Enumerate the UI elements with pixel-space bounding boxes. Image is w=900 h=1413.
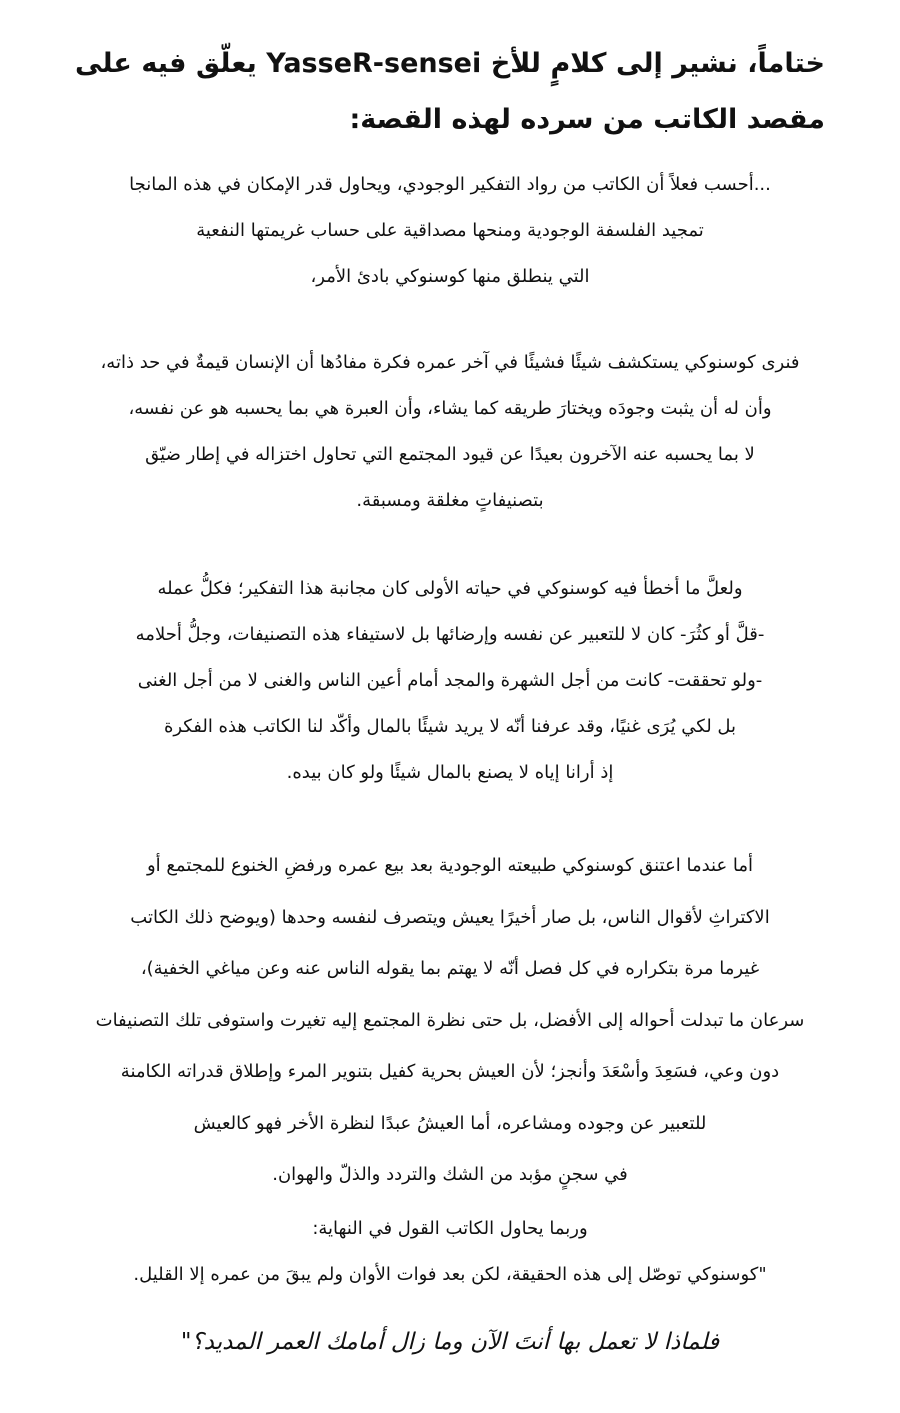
heading-text-before: ختاماً، نشير إلى كلامٍ للأخ <box>481 48 825 79</box>
final-quote-line: فلماذا لا تعمل بها أنتَ الآن وما زال أمامك العمر المديد؟" <box>180 1329 720 1355</box>
closing-quote-line: "كوسنوكي توصّل إلى هذه الحقيقة، لكن بعد فوات الأوان ولم يبقَ من عمره إلا القليل. <box>133 1264 767 1285</box>
paragraph-line: -ولو تحققت- كانت من أجل الشهرة والمجد أمام أعين الناس والغنى لا من أجل الغنى <box>137 670 763 691</box>
paragraph-3 <box>40 566 860 796</box>
paragraph-line: ولعلَّ ما أخطأ فيه كوسنوكي في حياته الأولى كان مجانبة هذا التفكير؛ فكلُّ عمله <box>157 578 743 599</box>
paragraph-line: في سجنٍ مؤبد من الشك والتردد والذلّ والهوان. <box>272 1164 628 1185</box>
heading-text-after: يعلّق فيه على مقصد الكاتب من سرده لهذه القصة: <box>75 48 825 135</box>
section-heading <box>75 36 825 148</box>
paragraph-line: -قلَّ أو كثُرَ- كان لا للتعبير عن نفسه وإرضائها بل لاستيفاء هذه التصنيفات، وجلُّ أحلامه <box>135 624 765 645</box>
paragraph-line: التي ينطلق منها كوسنوكي بادئ الأمر، <box>310 266 590 287</box>
paragraph-line: إذ أرانا إياه لا يصنع بالمال شيئًا ولو كان بيده. <box>286 762 614 783</box>
paragraph-line: للتعبير عن وجوده ومشاعره، أما العيشُ عبدًا لنظرة الأخر فهو كالعيش <box>193 1112 707 1134</box>
paragraph-line: دون وعي، فسَعِدَ وأسْعَدَ وأنجز؛ لأن العيش بحرية كفيل بتنوير المرء وإطلاق قدراته الكامنة <box>120 1061 780 1082</box>
paragraph-line: أما عندما اعتنق كوسنوكي طبيعته الوجودية بعد بيع عمره ورفضِ الخنوع للمجتمع أو <box>146 855 754 876</box>
paragraph-line: وأن له أن يثبت وجودَه ويختارَ طريقه كما يشاء، وأن العبرة هي بما يحسبه هو عن نفسه، <box>128 398 772 419</box>
paragraph-line: لا بما يحسبه عنه الآخرون بعيدًا عن قيود المجتمع التي تحاول اختزاله في إطار ضيّق <box>145 444 755 465</box>
author-name: YasseR-sensei <box>266 48 482 79</box>
paragraph-line: سرعان ما تبدلت أحواله إلى الأفضل، بل حتى نظرة المجتمع إليه تغيرت واستوفى تلك التصنيفات <box>95 1009 805 1031</box>
closing-intro: وربما يحاول الكاتب القول في النهاية: <box>312 1218 588 1239</box>
paragraph-1 <box>40 162 860 300</box>
paragraph-2 <box>40 340 860 524</box>
paragraph-line: غيرما مرة بتكراره في كل فصل أنّه لا يهتم بما يقوله الناس عنه وعن مياغي الخفية)، <box>140 958 760 979</box>
paragraph-line: تمجيد الفلسفة الوجودية ومنحها مصداقية على حساب غريمتها النفعية <box>196 220 704 241</box>
paragraph-4 <box>40 840 860 1201</box>
paragraph-line: الاكتراثِ لأقوال الناس، بل صار أخيرًا يعيش ويتصرف لنفسه وحدها (ويوضح ذلك الكاتب <box>130 906 770 928</box>
paragraph-line: فنرى كوسنوكي يستكشف شيئًا فشيئًا في آخر عمره فكرة مفادُها أن الإنسان قيمةٌ في حد ذاته، <box>100 352 800 373</box>
paragraph-line: بتصنيفاتٍ مغلقة ومسبقة. <box>356 490 544 511</box>
paragraph-line: ...أحسب فعلاً أن الكاتب من رواد التفكير الوجودي، ويحاول قدر الإمكان في هذه المانجا <box>129 174 771 195</box>
paragraph-line: بل لكي يُرَى غنيًا، وقد عرفنا أنّه لا يريد شيئًا بالمال وأكّد لنا الكاتب هذه الفكرة <box>163 716 737 737</box>
closing-paragraph <box>40 1206 860 1298</box>
